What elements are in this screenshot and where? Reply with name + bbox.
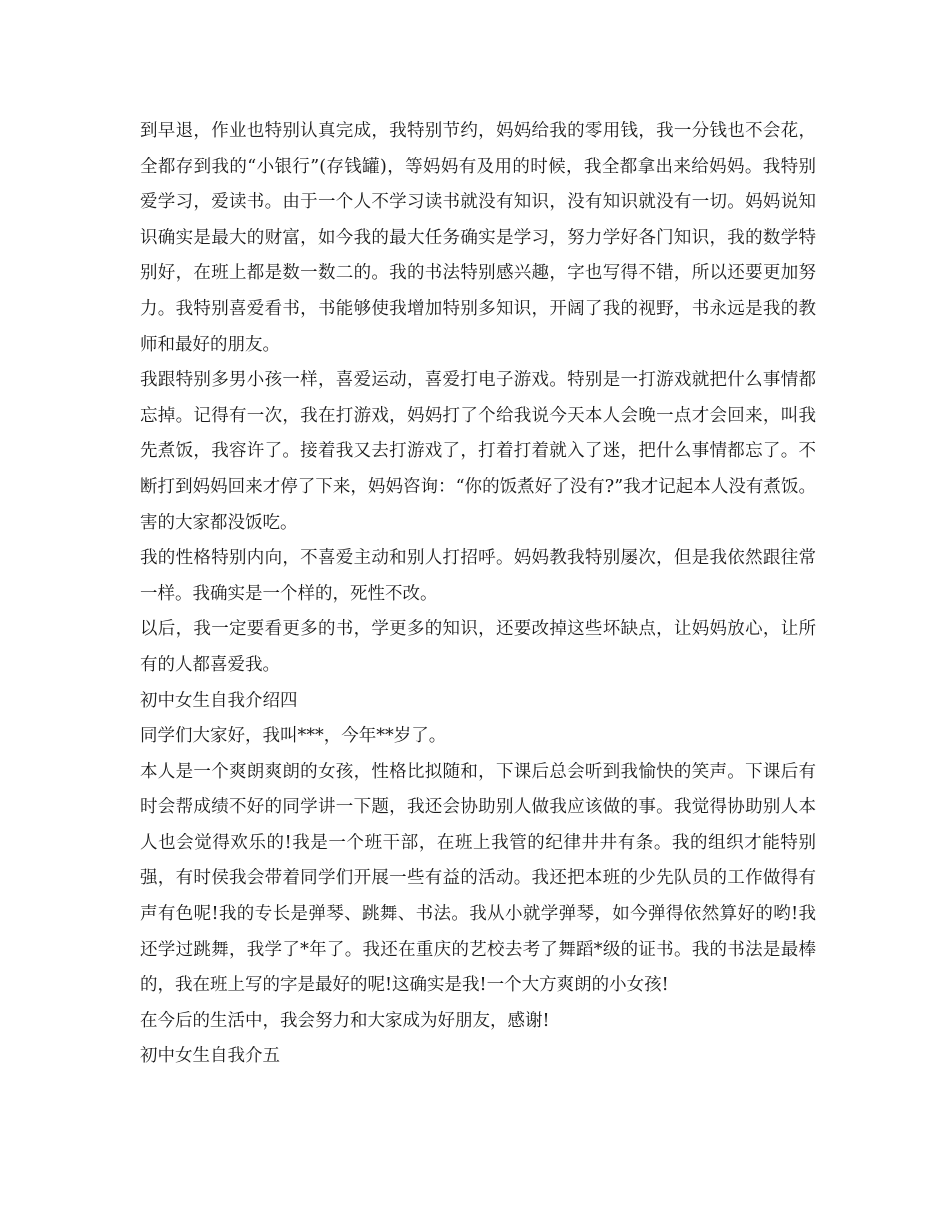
paragraph-closing: 在今后的生活中，我会努力和大家成为好朋友，感谢! xyxy=(140,1010,550,1031)
section-heading-five: 初中女生自我介五 xyxy=(140,1046,280,1067)
document-body xyxy=(140,114,816,1075)
paragraph-personality: 我的性格特别内向，不喜爱主动和别人打招呼。妈妈教我特别屡次，但是我依然跟往常一样。我确实是一个样的，死性不改。 xyxy=(140,548,816,604)
paragraph-greeting: 同学们大家好，我叫***，今年**岁了。 xyxy=(140,726,447,747)
paragraph-saving-and-studying: 到早退，作业也特别认真完成，我特别节约，妈妈给我的零用钱，我一分钱也不会花，全都存到我的“小银行”(存钱罐)，等妈妈有及用的时候，我全都拿出来给妈妈。我特别爱学习，爱读书。由于一个人不学习读书就没有知识，没有知识就没有一切。妈妈说知识确实是最大的财富，如今我的最大任务确实是学习，努力学好各门知识，我的数学特别好，在班上都是数一数二的。我的书法特别感兴趣，字也写得不错，所以还要更加努力。我特别喜爱看书，书能够使我增加特别多知识，开阔了我的视野，书永远是我的教师和最好的朋友。 xyxy=(140,121,816,355)
section-heading-four: 初中女生自我介绍四 xyxy=(140,690,298,711)
paragraph-future-resolution: 以后，我一定要看更多的书，学更多的知识，还要改掉这些坏缺点，让妈妈放心，让所有的人都喜爱我。 xyxy=(140,619,816,675)
paragraph-playing-games: 我跟特别多男小孩一样，喜爱运动，喜爱打电子游戏。特别是一打游戏就把什么事情都忘掉。记得有一次，我在打游戏，妈妈打了个给我说今天本人会晚一点才会回来，叫我先煮饭，我容许了。接着我又去打游戏了，打着打着就入了迷，把什么事情都忘了。不断打到妈妈回来才停了下来，妈妈咨询：“你的饭煮好了没有?”我才记起本人没有煮饭。害的大家都没饭吃。 xyxy=(140,370,816,533)
paragraph-self-description: 本人是一个爽朗爽朗的女孩，性格比拟随和，下课后总会听到我愉快的笑声。下课后有时会帮成绩不好的同学讲一下题，我还会协助别人做我应该做的事。我觉得协助别人本人也会觉得欢乐的!我是一个班干部，在班上我管的纪律井井有条。我的组织才能特别强，有时侯我会带着同学们开展一些有益的活动。我还把本班的少先队员的工作做得有声有色呢!我的专长是弹琴、跳舞、书法。我从小就学弹琴，如今弹得依然算好的哟!我还学过跳舞，我学了*年了。我还在重庆的艺校去考了舞蹈*级的证书。我的书法是最棒的，我在班上写的字是最好的呢!这确实是我!一个大方爽朗的小女孩! xyxy=(140,761,816,996)
